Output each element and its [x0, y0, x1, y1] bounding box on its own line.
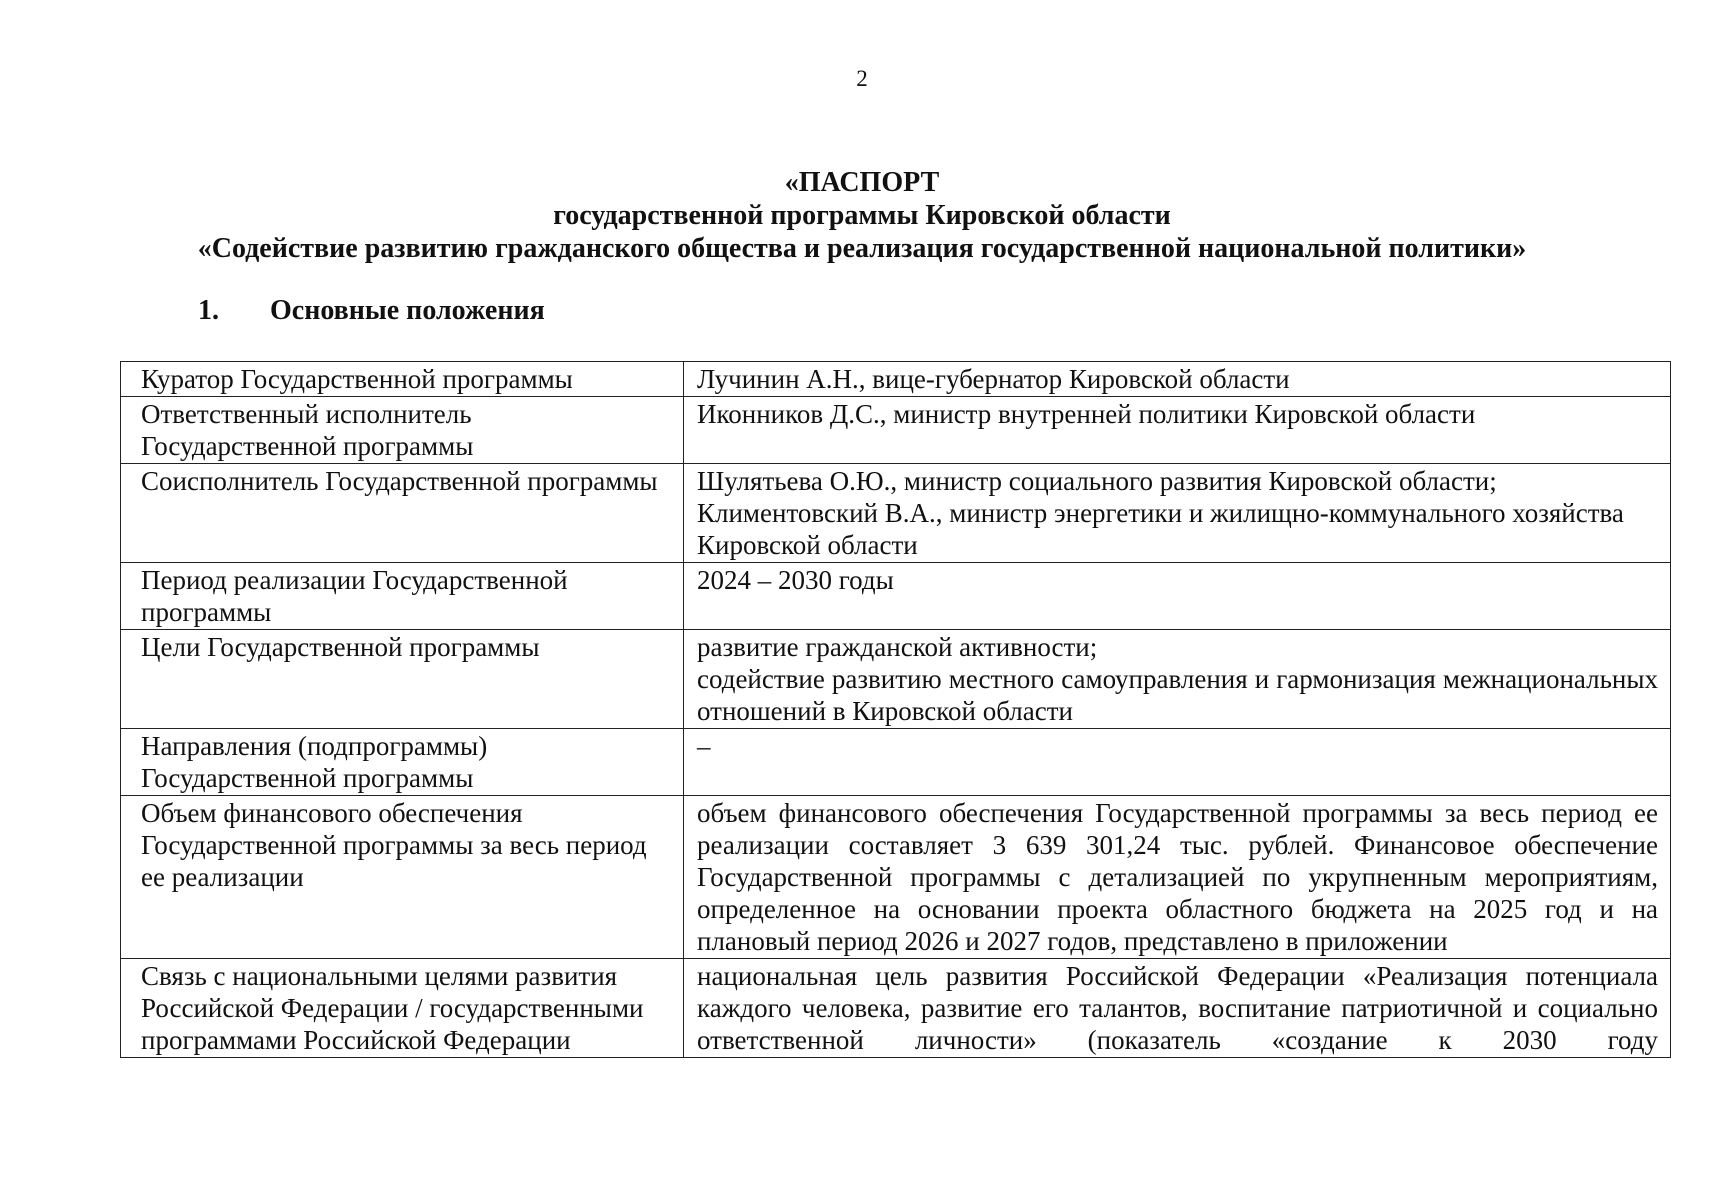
value-line: содействие развитию местного самоуправления и гармонизация межнациональных отношений в Кировской области [697, 664, 1658, 726]
passport-table [120, 361, 1671, 1058]
row-label: Куратор Государственной программы [121, 362, 684, 397]
value-line: 2024 – 2030 годы [697, 565, 894, 595]
row-label: Период реализации Государственной программы [121, 563, 684, 630]
row-label: Цели Государственной программы [121, 630, 684, 729]
section-title: Основные положения [270, 295, 545, 326]
title-line-1: «ПАСПОРТ [784, 167, 940, 198]
table-row [121, 630, 1671, 729]
row-value [684, 397, 1671, 464]
title-line-3: «Содействие развитию гражданского общества и реализация государственной национальной политики» [197, 233, 1527, 264]
row-label: Объем финансового обеспечения Государственной программы за весь период ее реализации [121, 796, 684, 959]
table-row [121, 397, 1671, 464]
row-value [684, 362, 1671, 397]
value-line: объем финансового обеспечения Государственной программы за весь период ее реализации составляет 3 639 301,24 тыс. рублей. Финансовое обеспечение Государственной программы с детализацией по укрупненным мероприятиям, определенное на основании проекта областного бюджета на 2025 год и на плановый период 2026 и 2027 годов, представлено в приложении [697, 798, 1658, 956]
value-line: – [697, 731, 711, 761]
table-row [121, 729, 1671, 796]
section-number: 1. [198, 295, 219, 326]
row-value [684, 729, 1671, 796]
row-label: Соисполнитель Государственной программы [121, 464, 684, 563]
table-row [121, 362, 1671, 397]
table-row [121, 796, 1671, 959]
row-label: Направления (подпрограммы) Государственной программы [121, 729, 684, 796]
row-label: Ответственный исполнитель Государственной программы [121, 397, 684, 464]
table-row [121, 464, 1671, 563]
value-line: развитие гражданской активности; [697, 632, 1098, 662]
row-label: Связь с национальными целями развития Российской Федерации / государственными программами Российской Федерации [121, 959, 684, 1058]
table-row [121, 563, 1671, 630]
value-line: Иконников Д.С., министр внутренней политики Кировской области [697, 399, 1476, 429]
table-row [121, 959, 1671, 1058]
section-heading [198, 294, 545, 327]
row-value [684, 464, 1671, 563]
value-line: Шулятьева О.Ю., министр социального развития Кировской области; [697, 466, 1497, 496]
value-line: Климентовский В.А., министр энергетики и жилищно-коммунального хозяйства Кировской области [697, 498, 1624, 560]
document-title [0, 166, 1724, 265]
title-line-2: государственной программы Кировской области [553, 200, 1171, 231]
page-number: 2 [856, 66, 868, 91]
value-line: национальная цель развития Российской Федерации «Реализация потенциала каждого человека, развитие его талантов, воспитание патриотичной и социально ответственной личности» (показатель «создание к 2030 году [697, 961, 1658, 1055]
row-value [684, 630, 1671, 729]
row-value [684, 563, 1671, 630]
value-line: Лучинин А.Н., вице-губернатор Кировской области [697, 364, 1290, 394]
row-value [684, 959, 1671, 1058]
row-value [684, 796, 1671, 959]
